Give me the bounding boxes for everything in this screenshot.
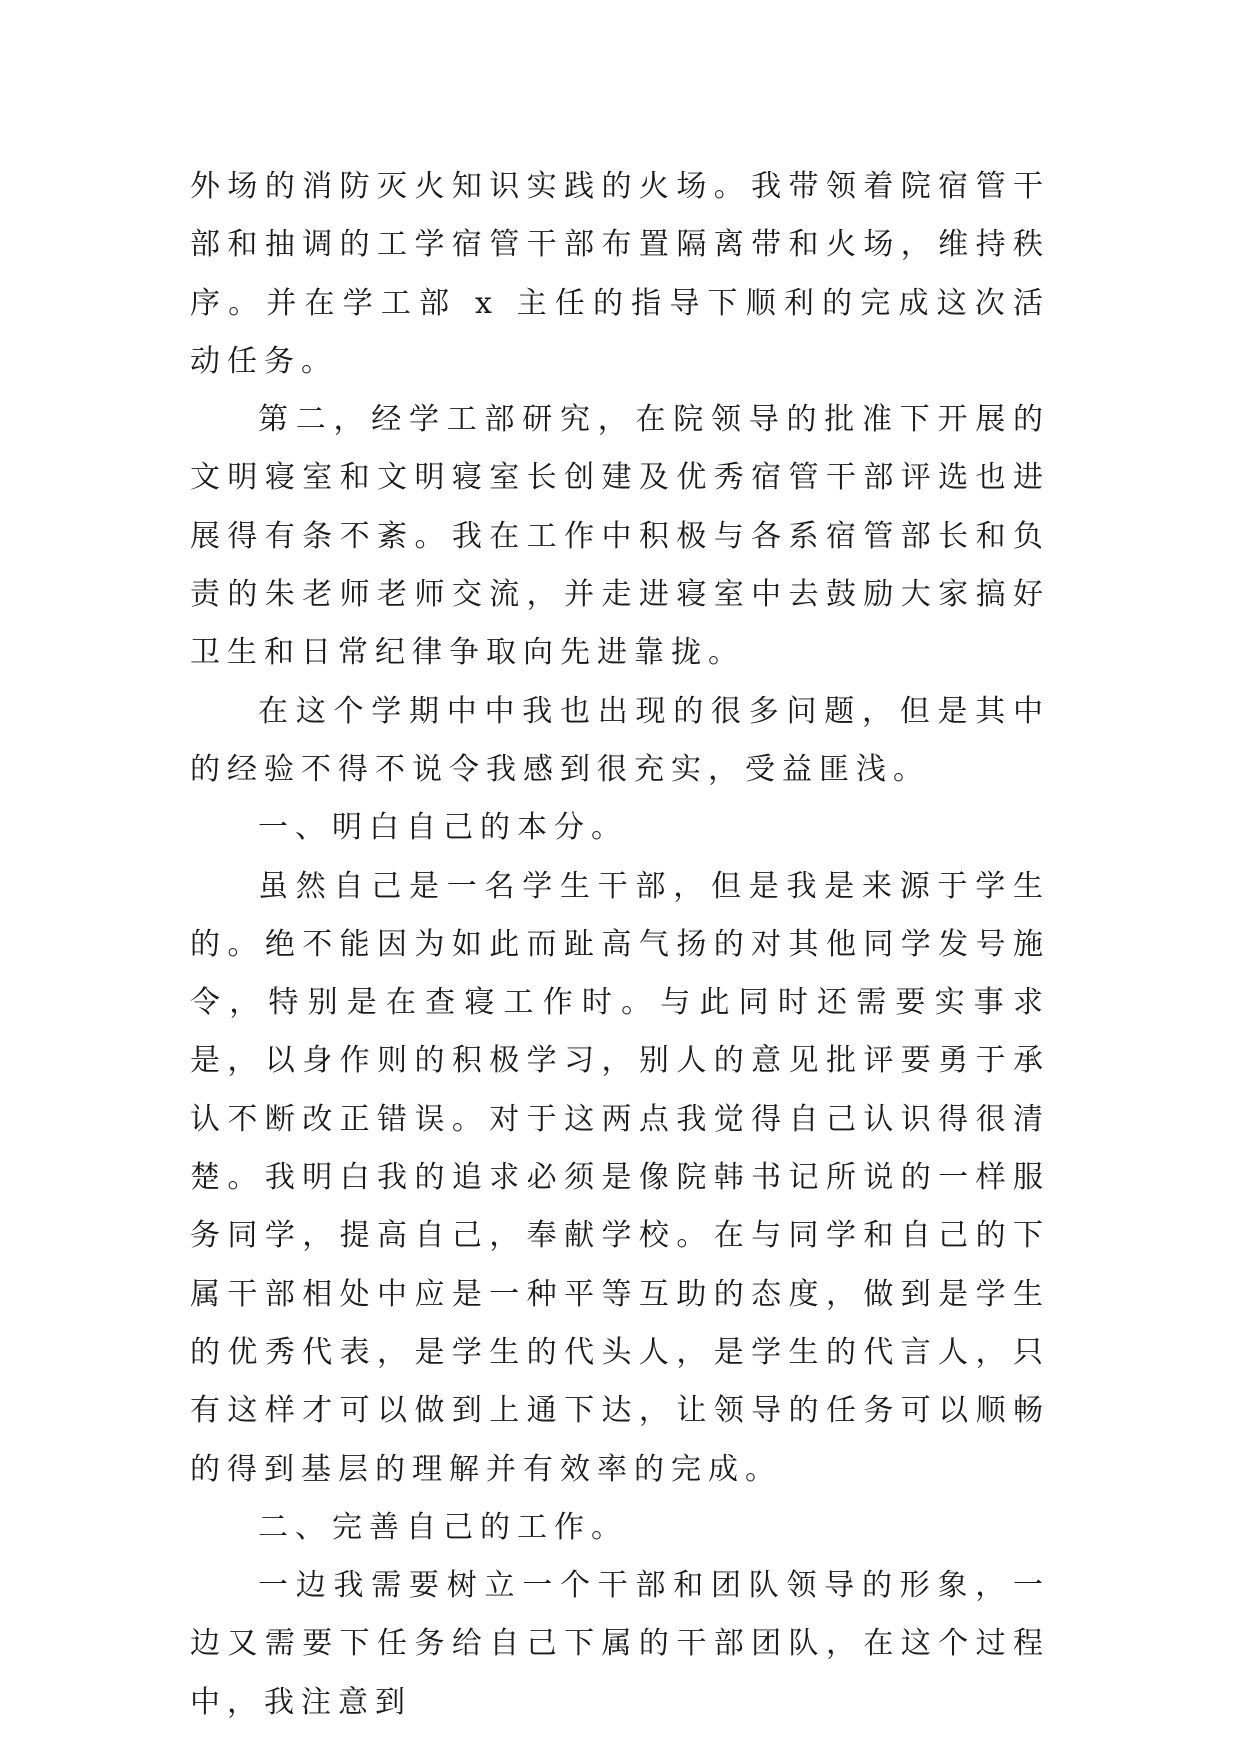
document-body [190,158,1050,1732]
paragraph-2: 第二，经学工部研究，在院领导的批准下开展的文明寝室和文明寝室长创建及优秀宿管干部评选也进展得有条不紊。我在工作中积极与各系宿管部长和负责的朱老师老师交流，并走进寝室中去鼓励大家搞好卫生和日常纪律争取向先进靠拢。 [190,402,1050,671]
paragraph-1: 外场的消防灭火知识实践的火场。我带领着院宿管干部和抽调的工学宿管干部布置隔离带和火场，维持秩序。并在学工部 x 主任的指导下顺利的完成这次活动任务。 [190,169,1050,379]
section-heading-1: 一、明白自己的本分。 [258,810,628,846]
paragraph-4: 虽然自己是一名学生干部，但是我是来源于学生的。绝不能因为如此而趾高气扬的对其他同学发号施令，特别是在查寝工作时。与此同时还需要实事求是，以身作则的积极学习，别人的意见批评要勇于承认不断改正错误。对于这两点我觉得自己认识得很清楚。我明白我的追求必须是像院韩书记所说的一样服务同学，提高自己，奉献学校。在与同学和自己的下属干部相处中应是一种平等互助的态度，做到是学生的优秀代表，是学生的代头人，是学生的代言人，只有这样才可以做到上通下达，让领导的任务可以顺畅的得到基层的理解并有效率的完成。 [190,868,1050,1487]
paragraph-5: 一边我需要树立一个干部和团队领导的形象，一边又需要下任务给自己下属的干部团队，在这个过程中，我注意到 [190,1568,1050,1720]
section-heading-2: 二、完善自己的工作。 [258,1509,628,1545]
paragraph-3: 在这个学期中中我也出现的很多问题，但是其中的经验不得不说令我感到很充实，受益匪浅。 [190,693,1050,787]
